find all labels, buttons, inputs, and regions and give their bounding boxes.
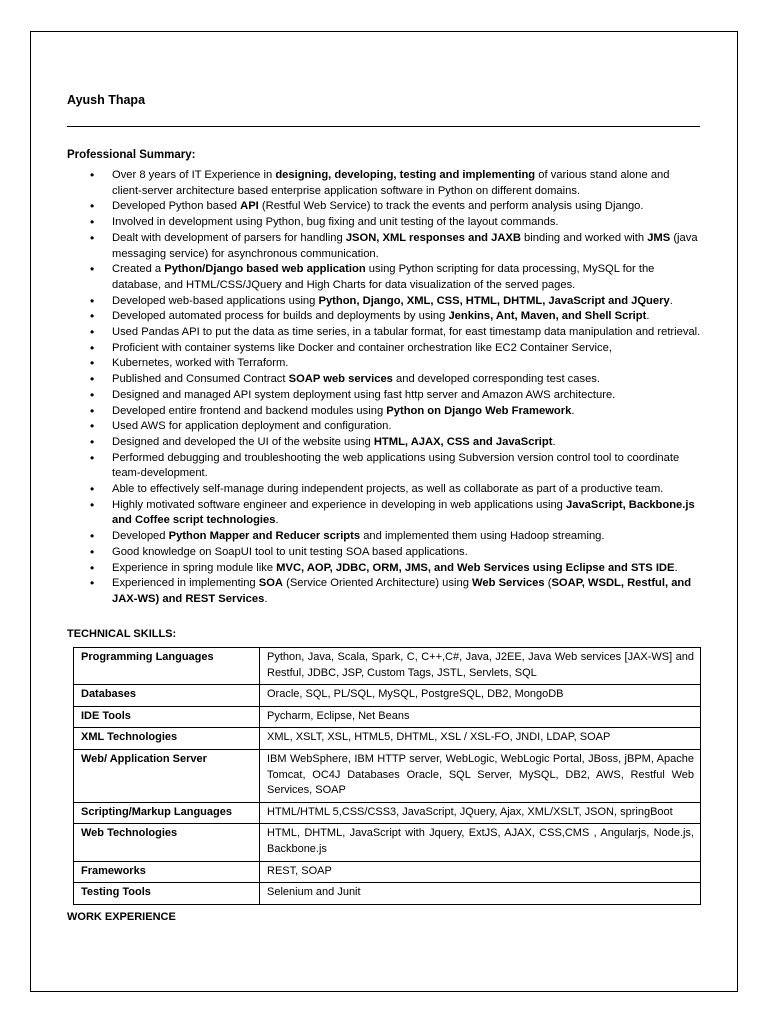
header-divider [67, 126, 700, 127]
summary-item-text: Used Pandas API to put the data as time series, in a tabular format, for east timestamp data manipulation and retrieval. [112, 326, 701, 339]
summary-item-emphasis: HTML, AJAX, CSS and JavaScript [373, 435, 553, 448]
summary-item-text: Developed Python based [112, 200, 241, 213]
summary-item [90, 482, 702, 498]
skill-category: XML Technologies [74, 728, 260, 750]
skills-row [74, 648, 701, 685]
candidate-name: Ayush Thapa [67, 93, 146, 107]
summary-item-text: and developed corresponding test cases. [392, 373, 601, 386]
summary-item-text: (Service Oriented Architecture) using [283, 577, 473, 590]
summary-item-text: Able to effectively self-manage during independent projects, as well as collaborate as part of a productive team. [112, 483, 664, 496]
summary-item-text: (Restful Web Service) to track the events and perform analysis using Django. [258, 200, 644, 213]
skills-heading: TECHNICAL SKILLS: [67, 628, 177, 640]
summary-item [90, 388, 702, 404]
skill-values: Python, Java, Scala, Spark, C, C++,C#, Java, J2EE, Java Web services [JAX-WS] and Restful, JDBC, JSP, Custom Tags, JSTL, Servlets, SQL [260, 648, 701, 685]
summary-item-emphasis: Python, Django, XML, CSS, HTML, DHTML, JavaScript and JQuery [318, 294, 670, 307]
skill-category: Frameworks [74, 861, 260, 883]
summary-item [90, 498, 702, 529]
work-experience-heading: WORK EXPERIENCE [67, 911, 176, 923]
summary-item [90, 545, 702, 561]
summary-item-text: . [552, 435, 556, 448]
summary-item-emphasis: designing, developing, testing and implementing [275, 169, 536, 181]
summary-item-text: . [275, 514, 279, 527]
summary-item-text: using Python scripting for data processing, MySQL for the database, and HTML/CSS/JQuery and High Charts for data visualization of the served pages. [112, 263, 655, 291]
summary-item-text: . [571, 404, 575, 417]
skills-row [74, 824, 701, 861]
summary-item-text: Developed automated process for builds and deployments by using [112, 310, 449, 323]
summary-item-text: Published and Consumed Contract [112, 373, 289, 386]
summary-heading: Professional Summary: [67, 149, 196, 161]
summary-item-emphasis: JSON, XML responses and JAXB [345, 231, 521, 244]
summary-item-text: Developed entire frontend and backend modules using [112, 404, 387, 417]
skill-category: Scripting/Markup Languages [74, 802, 260, 824]
skills-row [74, 861, 701, 883]
summary-item [90, 231, 702, 262]
summary-item-emphasis: SOAP web services [288, 373, 393, 386]
skill-category: Programming Languages [74, 648, 260, 685]
skill-values: HTML, DHTML, JavaScript with Jquery, ExtJS, AJAX, CSS,CMS , Angularjs, Node.js, Backbone.js [260, 824, 701, 861]
summary-item-text: . [669, 294, 673, 307]
summary-item [90, 451, 702, 482]
summary-item [90, 561, 702, 577]
summary-item-text: . [264, 592, 268, 605]
summary-item-text: Developed web-based applications using [112, 294, 319, 307]
summary-item-text: Kubernetes, worked with Terraform. [112, 357, 289, 370]
skill-category: Databases [74, 685, 260, 707]
skill-values: XML, XSLT, XSL, HTML5, DHTML, XSL / XSL-FO, JNDI, LDAP, SOAP [260, 728, 701, 750]
skills-table [73, 647, 701, 905]
summary-item-text: Highly motivated software engineer and experience in developing in web applications using [112, 498, 566, 511]
summary-item-text: and implemented them using Hadoop streaming. [360, 530, 605, 543]
summary-item-emphasis: JMS [647, 231, 671, 244]
skills-row [74, 802, 701, 824]
skills-row [74, 685, 701, 707]
summary-item-emphasis: SOA [258, 577, 284, 590]
summary-item-text: Proficient with container systems like Docker and container orchestration like EC2 Container Service, [112, 341, 612, 354]
summary-item [90, 529, 702, 545]
summary-item-text: Experienced in implementing [112, 577, 259, 590]
summary-item [90, 168, 702, 199]
summary-item [90, 215, 702, 231]
summary-item-text: . [646, 310, 650, 323]
skill-values: IBM WebSphere, IBM HTTP server, WebLogic, WebLogic Portal, JBoss, jBPM, Apache Tomcat, OC4J Databases Oracle, SQL Server, MySQL, DB2, AWS, Restful Web Services, SOAP [260, 749, 701, 802]
summary-item-emphasis: SOAP, WSDL, Restful, and JAX-WS) and REST Services [112, 577, 692, 605]
summary-item-text: Involved in development using Python, bug fixing and unit testing of the layout commands. [112, 216, 559, 229]
skills-row [74, 728, 701, 750]
summary-item-emphasis: Python on Django Web Framework [386, 404, 572, 417]
summary-item-text: ( [544, 577, 552, 590]
summary-item-text: (java messaging service) for asynchronous communication. [112, 231, 698, 260]
summary-item-emphasis: Jenkins, Ant, Maven, and Shell Script [448, 310, 647, 323]
summary-item [90, 576, 702, 607]
summary-item-text: Used AWS for application deployment and configuration. [112, 420, 392, 433]
skill-category: Web/ Application Server [74, 749, 260, 802]
summary-item [90, 309, 702, 325]
summary-item-emphasis: API [240, 200, 259, 213]
summary-item [90, 419, 702, 435]
skill-values: Selenium and Junit [260, 883, 701, 905]
skills-row [74, 883, 701, 905]
summary-item-text: Over 8 years of IT Experience in [112, 169, 276, 181]
summary-item [90, 325, 702, 341]
summary-item [90, 404, 702, 420]
summary-item-text: Experience in spring module like [112, 561, 277, 574]
summary-item-emphasis: Web Services [472, 577, 545, 590]
summary-item-text: Dealt with development of parsers for handling [112, 231, 346, 244]
skills-row [74, 706, 701, 728]
summary-item-emphasis: Python Mapper and Reducer scripts [168, 530, 361, 543]
summary-item-text: of various stand alone and client-server architecture based enterprise application software in Python on different domains. [112, 169, 670, 197]
summary-item [90, 435, 702, 451]
summary-item-text: Developed [112, 530, 169, 543]
summary-item-text: Performed debugging and troubleshooting the web applications using Subversion version control tool to coordinate team-development. [112, 451, 680, 480]
summary-item-text: Created a [112, 263, 165, 276]
summary-item [90, 294, 702, 310]
summary-item-emphasis: MVC, AOP, JDBC, ORM, JMS, and Web Services using Eclipse and STS IDE [276, 561, 675, 574]
summary-item [90, 199, 702, 215]
summary-item [90, 372, 702, 388]
summary-item [90, 262, 702, 293]
summary-item-text: binding and worked with [520, 231, 648, 244]
skills-row [74, 749, 701, 802]
summary-item-text: Designed and developed the UI of the website using [112, 435, 374, 448]
skill-category: Testing Tools [74, 883, 260, 905]
skill-values: Oracle, SQL, PL/SQL, MySQL, PostgreSQL, DB2, MongoDB [260, 685, 701, 707]
skill-values: Pycharm, Eclipse, Net Beans [260, 706, 701, 728]
skill-values: REST, SOAP [260, 861, 701, 883]
summary-item-emphasis: Python/Django based web application [164, 263, 366, 276]
skill-category: Web Technologies [74, 824, 260, 861]
summary-item-text: Good knowledge on SoapUI tool to unit testing SOA based applications. [112, 545, 468, 558]
skill-category: IDE Tools [74, 706, 260, 728]
summary-item-text: Designed and managed API system deployment using fast http server and Amazon AWS architecture. [112, 388, 616, 401]
summary-item-emphasis: JavaScript, Backbone.js and Coffee script technologies [112, 498, 695, 527]
summary-item [90, 356, 702, 372]
summary-item [90, 341, 702, 357]
skill-values: HTML/HTML 5,CSS/CSS3, JavaScript, JQuery, Ajax, XML/XSLT, JSON, springBoot [260, 802, 701, 824]
summary-list [90, 168, 702, 608]
summary-item-text: . [674, 561, 678, 574]
